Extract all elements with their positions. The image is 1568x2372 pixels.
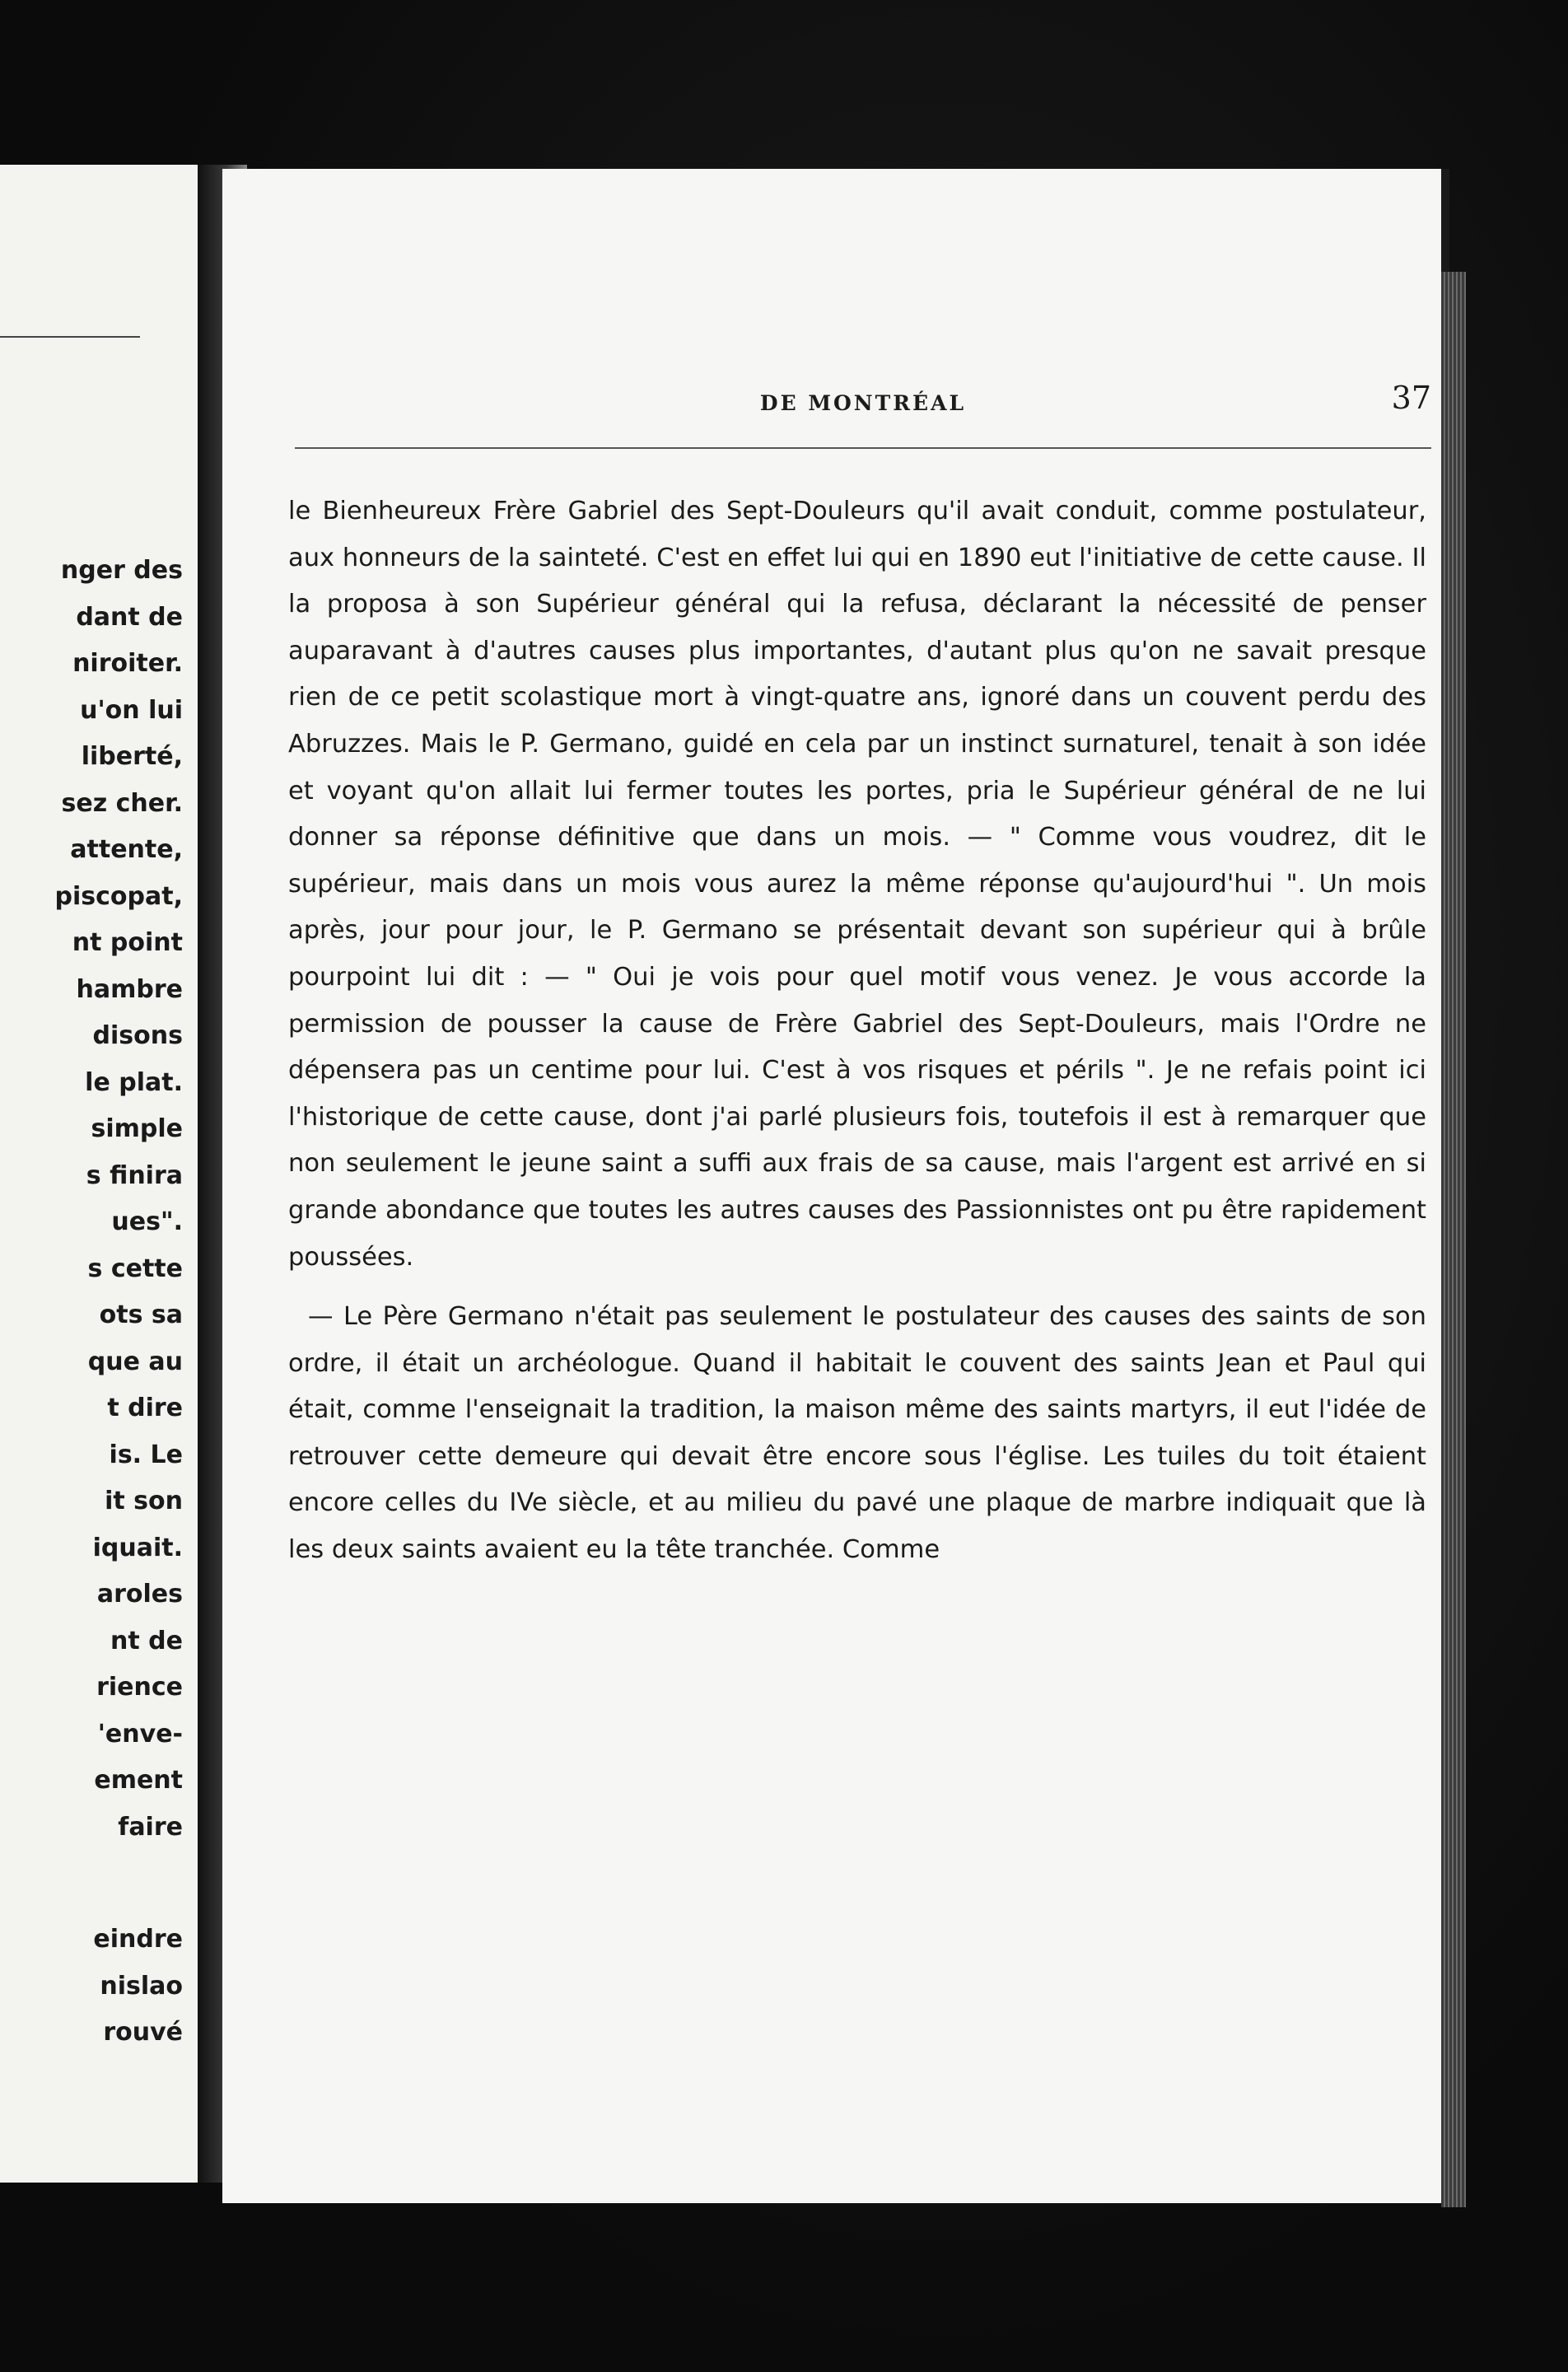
running-title: DE MONTRÉAL [759,391,967,415]
facing-page-line: 'enve- [97,1719,183,1749]
facing-page-line: disons [92,1021,183,1050]
facing-page-line: rience [96,1673,183,1702]
facing-page-text [0,548,183,2057]
facing-page-rule [0,336,140,338]
facing-page-line: is. Le [109,1440,183,1469]
facing-page-line [0,1851,183,1917]
facing-page-line: hambre [76,974,183,1004]
facing-page-line: nt point [72,928,183,957]
body-text [288,488,1426,1574]
paragraph-2: — Le Père Germano n'était pas seulement le postulateur des causes des saints de son ordre, il était un archéologue. Quand il habitait le couvent des saints Jean et Paul qui était, comme l'enseignait la tradition, la maison même des saints martyrs, il eut l'idée de retrouver cette demeure qui devait être encore sous l'église. Les tuiles du toit étaient encore celles du IVe siècle, et au milieu du pavé une plaque de marbre indiquait que là les deux saints avaient eu la tête tranchée. Comme [288,1302,1426,1565]
facing-page-line: niroiter. [72,649,183,678]
facing-page-line: s cette [87,1254,183,1283]
facing-page-line: ues". [111,1207,183,1236]
facing-page-line: le plat. [85,1067,183,1097]
main-page [222,169,1441,2203]
facing-page-line: u'on lui [80,695,183,725]
facing-page-line: nt de [110,1626,183,1655]
facing-page [0,165,206,2183]
facing-page-line: que au [87,1347,183,1376]
facing-page-line: ement [94,1766,183,1795]
facing-page-line: piscopat, [54,881,183,911]
facing-page-line: aroles [96,1580,183,1609]
page-header [295,380,1431,441]
facing-page-line: nger des [60,556,183,585]
facing-page-line: s finira [86,1160,183,1190]
facing-page-line: eindre [93,1925,183,1954]
facing-page-line: faire [118,1812,183,1842]
facing-page-line: it son [105,1487,183,1515]
header-rule [295,447,1431,449]
facing-page-line: rouvé [103,2018,183,2047]
paragraph-1: le Bienheureux Frère Gabriel des Sept-Douleurs qu'il avait conduit, comme postulateur, aux honneurs de la sainteté. C'est en effet lui qui en 1890 eut l'initiative de cette cause. Il la proposa à son Supérieur général qui la refusa, déclarant la nécessité de penser auparavant à d'autres causes plus importantes, d'autant plus qu'on ne savait presque rien de ce petit scolastique mort à vingt-quatre ans, ignoré dans un couvent perdu des Abruzzes. Mais le P. Germano, guidé en cela par un instinct surnaturel, tenait à son idée et voyant qu'on allait lui fermer toutes les portes, pria le Supérieur général de ne lui donner sa réponse définitive que dans un mois. — " Comme vous voudrez, dit le supérieur, mais dans un mois vous aurez la même réponse qu'aujourd'hui ". Un mois après, jour pour jour, le P. Germano se présentait devant son supérieur qui à brûle pourpoint lui dit : — " Oui je vois pour quel motif vous venez. Je vous accorde la permission de pousser la cause de Frère Gabriel des Sept-Douleurs, mais l'Ordre ne dépensera pas un centime pour lui. C'est à vos risques et périls ". Je ne refais point ici l'historique de cette cause, dont j'ai parlé plusieurs fois, toutefois il est à remarquer que non seulement le jeune saint a suffi aux frais de sa cause, mais l'argent est arrivé en si grande abondance que toutes les autres causes des Passionnistes ont pu être rapidement poussées. [288,497,1426,1272]
facing-page-line: sez cher. [61,788,183,818]
page-block-edge [1441,272,1466,2207]
facing-page-line: dant de [76,602,183,632]
facing-page-line: simple [91,1114,183,1143]
facing-page-line: t dire [107,1394,183,1422]
facing-page-line: liberté, [81,742,183,771]
facing-page-line: nislao [100,1971,183,2001]
facing-page-line: iquait. [92,1533,183,1562]
facing-page-line: attente, [70,835,183,864]
facing-page-line: ots sa [99,1300,183,1329]
page-number: 37 [1391,380,1431,416]
